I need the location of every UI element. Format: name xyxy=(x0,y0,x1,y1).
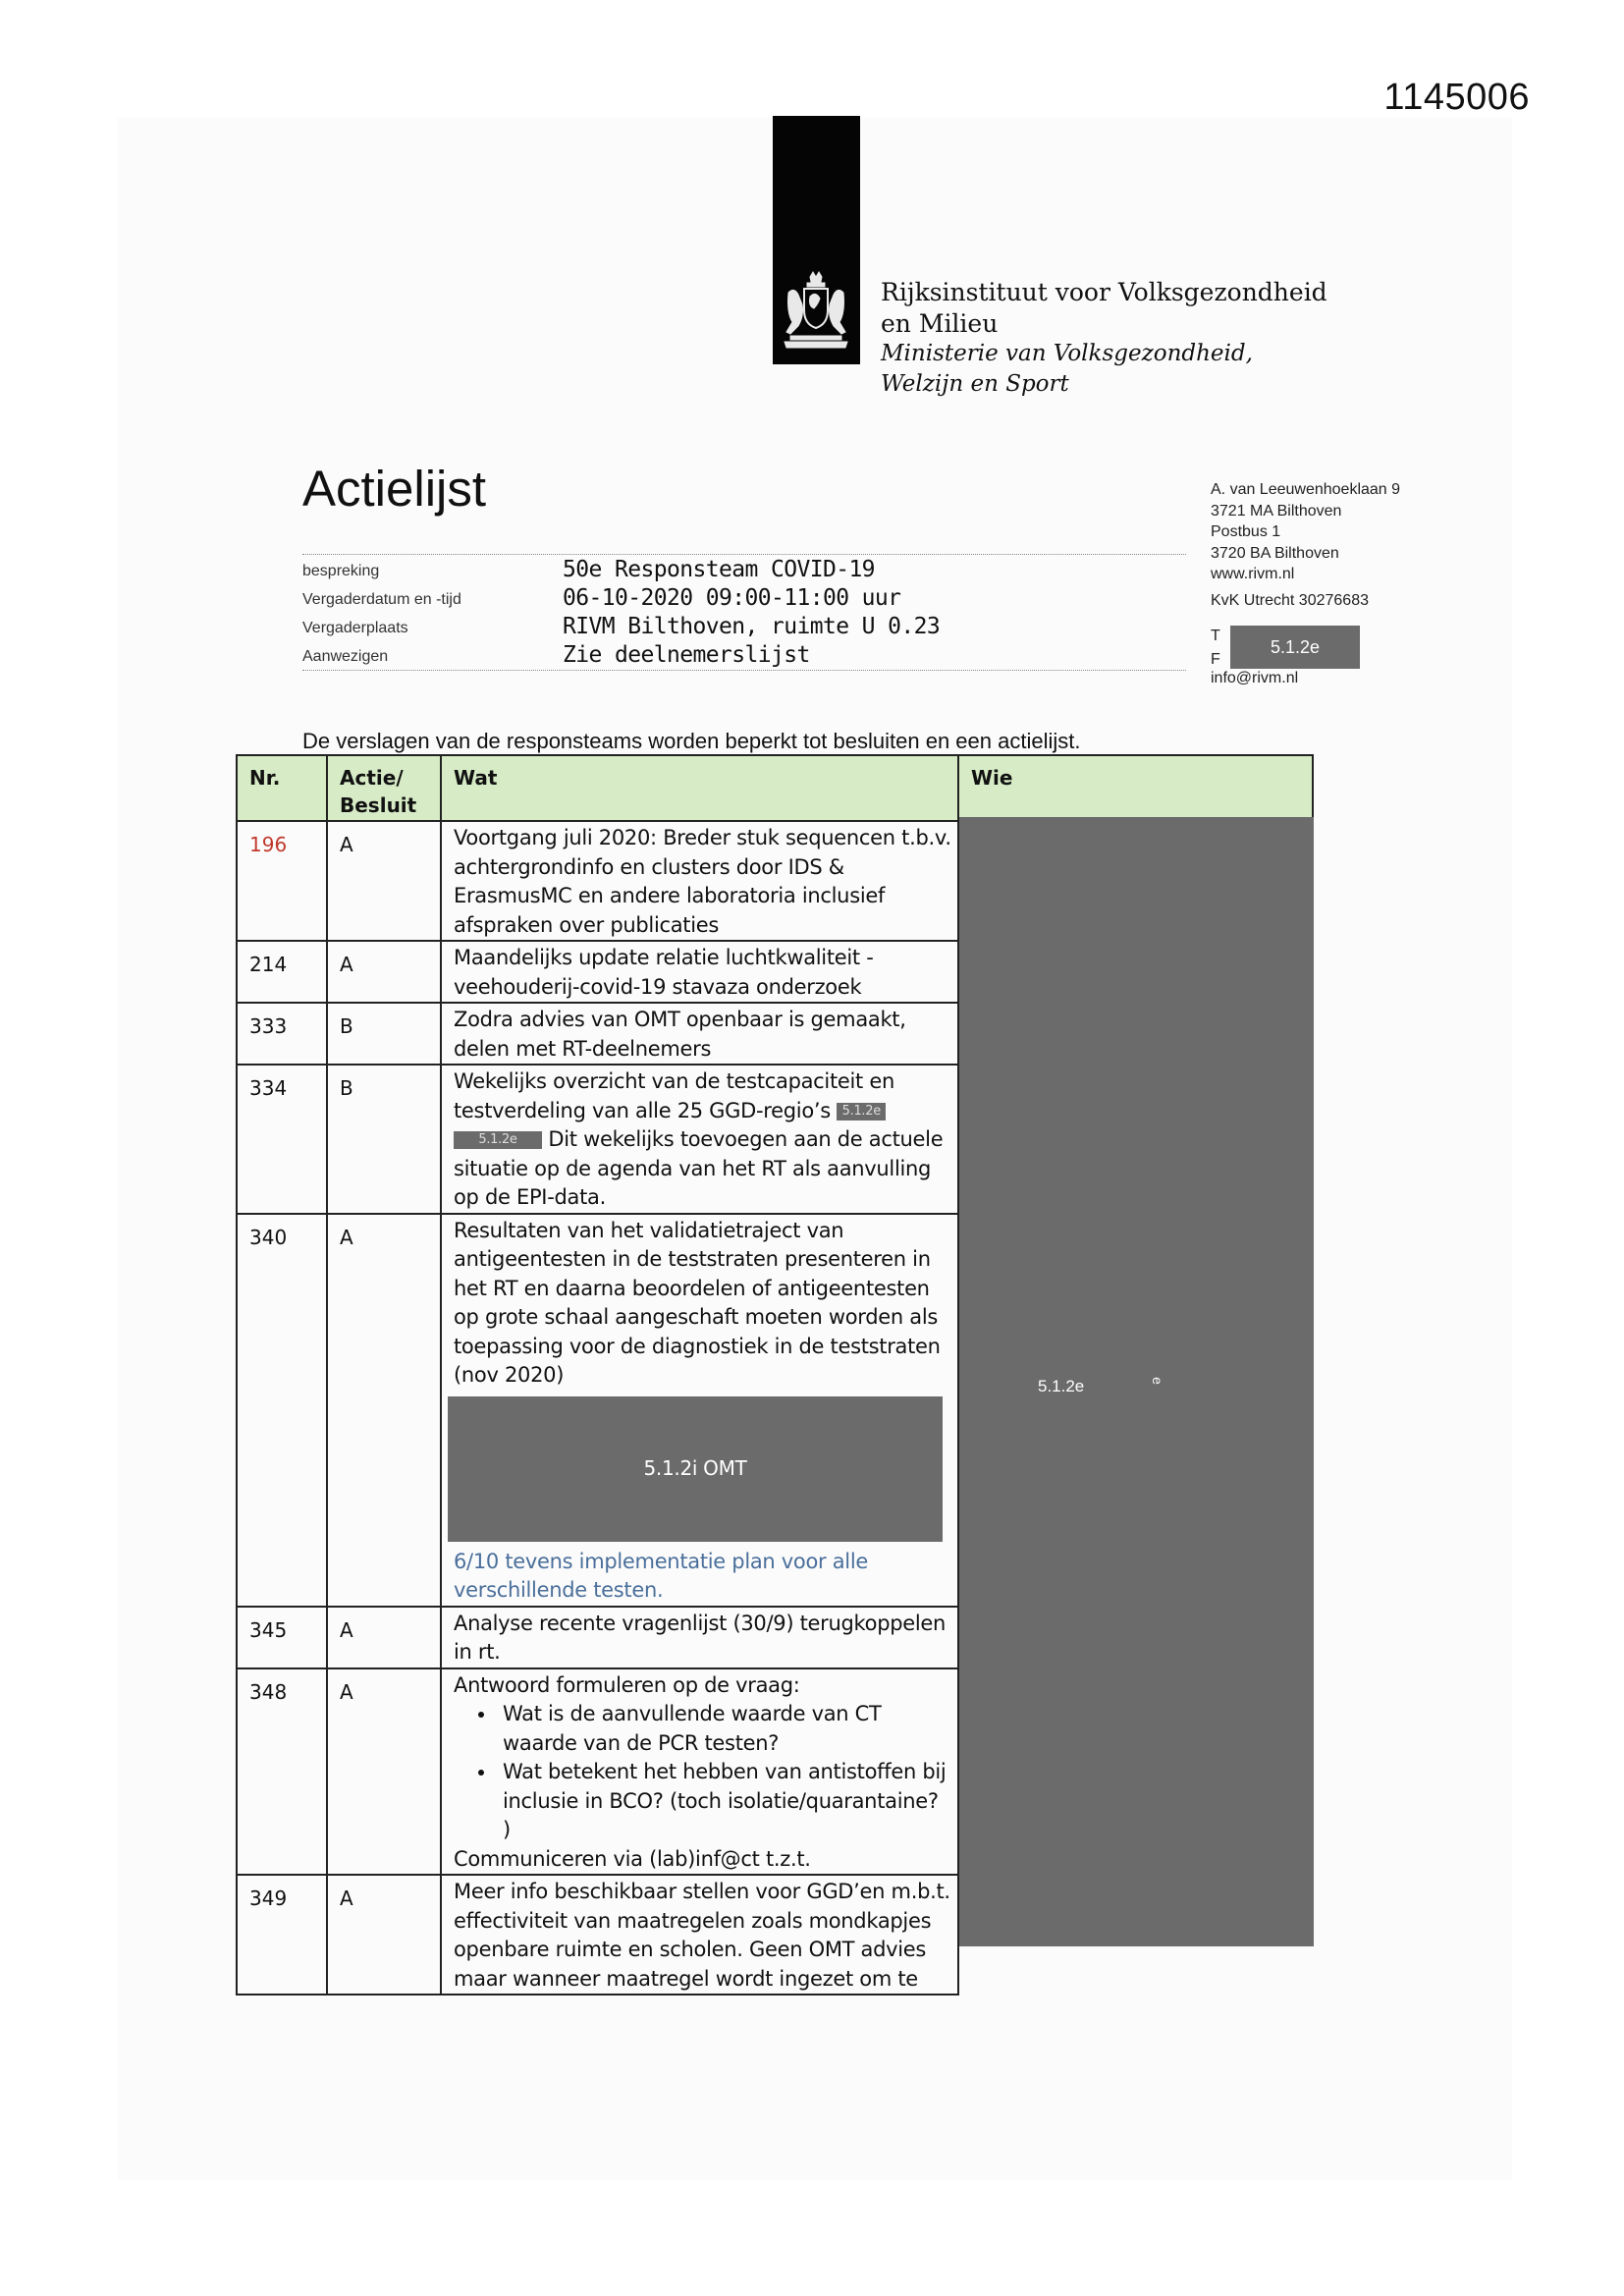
meta-value-aanwezigen: Zie deelnemerslijst xyxy=(563,642,810,668)
row-nr: 214 xyxy=(237,941,327,1003)
kvk-number: KvK Utrecht 30276683 xyxy=(1211,592,1369,609)
row-wat: Analyse recente vragenlijst (30/9) terugkoppelen in rt. xyxy=(441,1607,958,1668)
org-name-line-2: en Milieu xyxy=(881,309,999,338)
table-header-row xyxy=(237,755,1313,821)
ministry-line-2: Welzijn en Sport xyxy=(881,371,1069,397)
document-number: 1145006 xyxy=(1383,77,1530,118)
address-postbus: Postbus 1 xyxy=(1211,523,1281,540)
header-nr: Nr. xyxy=(237,755,327,821)
row-wat-part-1: Wekelijks overzicht van de testcapaciteit en testverdeling van alle 25 GGD-regio’s xyxy=(454,1069,894,1122)
list-item: • Wat is de aanvullende waarde van CT waarde van de PCR testen? xyxy=(497,1700,951,1758)
address-email: info@rivm.nl xyxy=(1211,670,1299,686)
row-wat-part-2: Dit wekelijks toevoegen aan de actuele situatie op de agenda van het RT als aanvulling op de EPI-data. xyxy=(454,1127,944,1209)
wie-redaction-label: 5.1.2e xyxy=(1038,1377,1085,1395)
meta-label-aanwezigen: Aanwezigen xyxy=(302,648,389,665)
meta-divider-bottom xyxy=(302,670,1186,671)
ministry-line-1: Ministerie van Volksgezondheid, xyxy=(881,341,1253,366)
row-wat xyxy=(441,1065,958,1214)
phone-redaction: 5.1.2e xyxy=(1230,626,1360,669)
header-actie xyxy=(327,755,441,821)
row-wat: Voortgang juli 2020: Breder stuk sequencen t.b.v. achtergrondinfo en clusters door IDS & ErasmusMC en andere laboratoria inclusief afspraken over publicaties xyxy=(441,821,958,941)
omt-redaction: 5.1.2i OMT xyxy=(448,1396,943,1542)
inline-redaction: 5.1.2e xyxy=(454,1131,542,1149)
meta-label-datum: Vergaderdatum en -tijd xyxy=(302,591,461,608)
rijksoverheid-logo xyxy=(773,116,860,364)
ministry-name xyxy=(881,339,1253,400)
address-website: www.rivm.nl xyxy=(1211,566,1295,582)
row-type: A xyxy=(327,1607,441,1668)
header-actie-line-2: Besluit xyxy=(340,793,417,817)
row-wat-outro: Communiceren via (lab)inf@ct t.z.t. xyxy=(454,1846,811,1871)
row-note: 6/10 tevens implementatie plan voor alle verschillende testen. xyxy=(454,1549,868,1602)
row-type: B xyxy=(327,1065,441,1214)
organisation-name xyxy=(881,277,1327,340)
row-type: A xyxy=(327,821,441,941)
inline-redaction: 5.1.2e xyxy=(837,1103,886,1121)
document-title: Actielijst xyxy=(302,461,487,517)
row-wat: Zodra advies van OMT openbaar is gemaakt, delen met RT-deelnemers xyxy=(441,1003,958,1065)
header-wat: Wat xyxy=(441,755,958,821)
row-wat-intro: Antwoord formuleren op de vraag: xyxy=(454,1672,800,1697)
address-postcode: 3721 MA Bilthoven xyxy=(1211,502,1342,519)
meta-value-plaats: RIVM Bilthoven, ruimte U 0.23 xyxy=(563,614,941,639)
row-nr: 348 xyxy=(237,1668,327,1876)
row-wat xyxy=(441,1668,958,1876)
meta-divider-top xyxy=(302,554,1186,555)
row-nr: 334 xyxy=(237,1065,327,1214)
header-actie-line-1: Actie/ xyxy=(340,766,404,790)
list-item: • Wat betekent het hebben van antistoffen bij inclusie in BCO? (toch isolatie/quarantaine? ) xyxy=(497,1758,951,1845)
row-nr: 196 xyxy=(237,821,327,941)
row-nr: 349 xyxy=(237,1875,327,1995)
row-type: A xyxy=(327,1668,441,1876)
row-type: A xyxy=(327,941,441,1003)
bullet-list xyxy=(454,1700,951,1845)
fax-label: F xyxy=(1211,651,1220,668)
row-wat-text: Resultaten van het validatietraject van antigeentesten in de teststraten presenteren in het RT en daarna beoordelen of antigeentesten op grote schaal aangeschaft moeten worden als toepassing voor de diagnostiek in de teststraten (nov 2020) xyxy=(454,1218,941,1387)
address-block xyxy=(1211,479,1400,585)
row-nr: 345 xyxy=(237,1607,327,1668)
phone-label: T xyxy=(1211,628,1220,644)
row-wat xyxy=(441,1214,958,1607)
wie-redaction xyxy=(959,817,1314,1946)
row-wat: Maandelijks update relatie luchtkwaliteit - veehouderij-covid-19 stavaza onderzoek xyxy=(441,941,958,1003)
phone-fax-labels xyxy=(1211,625,1220,672)
meta-value-bespreking: 50e Responsteam COVID-19 xyxy=(563,557,875,582)
header-wie: Wie xyxy=(958,755,1313,821)
row-type: B xyxy=(327,1003,441,1065)
wie-redaction-mark: e xyxy=(1149,1377,1165,1385)
meta-label-bespreking: bespreking xyxy=(302,563,380,579)
coat-of-arms-icon xyxy=(781,271,851,350)
row-type: A xyxy=(327,1875,441,1995)
address-street: A. van Leeuwenhoeklaan 9 xyxy=(1211,481,1401,498)
intro-text: De verslagen van de responsteams worden beperkt tot besluiten en een actielijst. xyxy=(302,729,1081,753)
row-nr: 333 xyxy=(237,1003,327,1065)
row-wat: Meer info beschikbaar stellen voor GGD’en m.b.t. effectiviteit van maatregelen zoals mondkapjes openbare ruimte en scholen. Geen OMT advies maar wanneer maatregel wordt ingezet om te xyxy=(441,1875,958,1995)
address-postbus-city: 3720 BA Bilthoven xyxy=(1211,544,1339,562)
row-type: A xyxy=(327,1214,441,1607)
org-name-line-1: Rijksinstituut voor Volksgezondheid xyxy=(881,278,1327,306)
meta-value-datum: 06-10-2020 09:00-11:00 uur xyxy=(563,585,901,611)
row-nr: 340 xyxy=(237,1214,327,1607)
meta-label-plaats: Vergaderplaats xyxy=(302,620,408,636)
